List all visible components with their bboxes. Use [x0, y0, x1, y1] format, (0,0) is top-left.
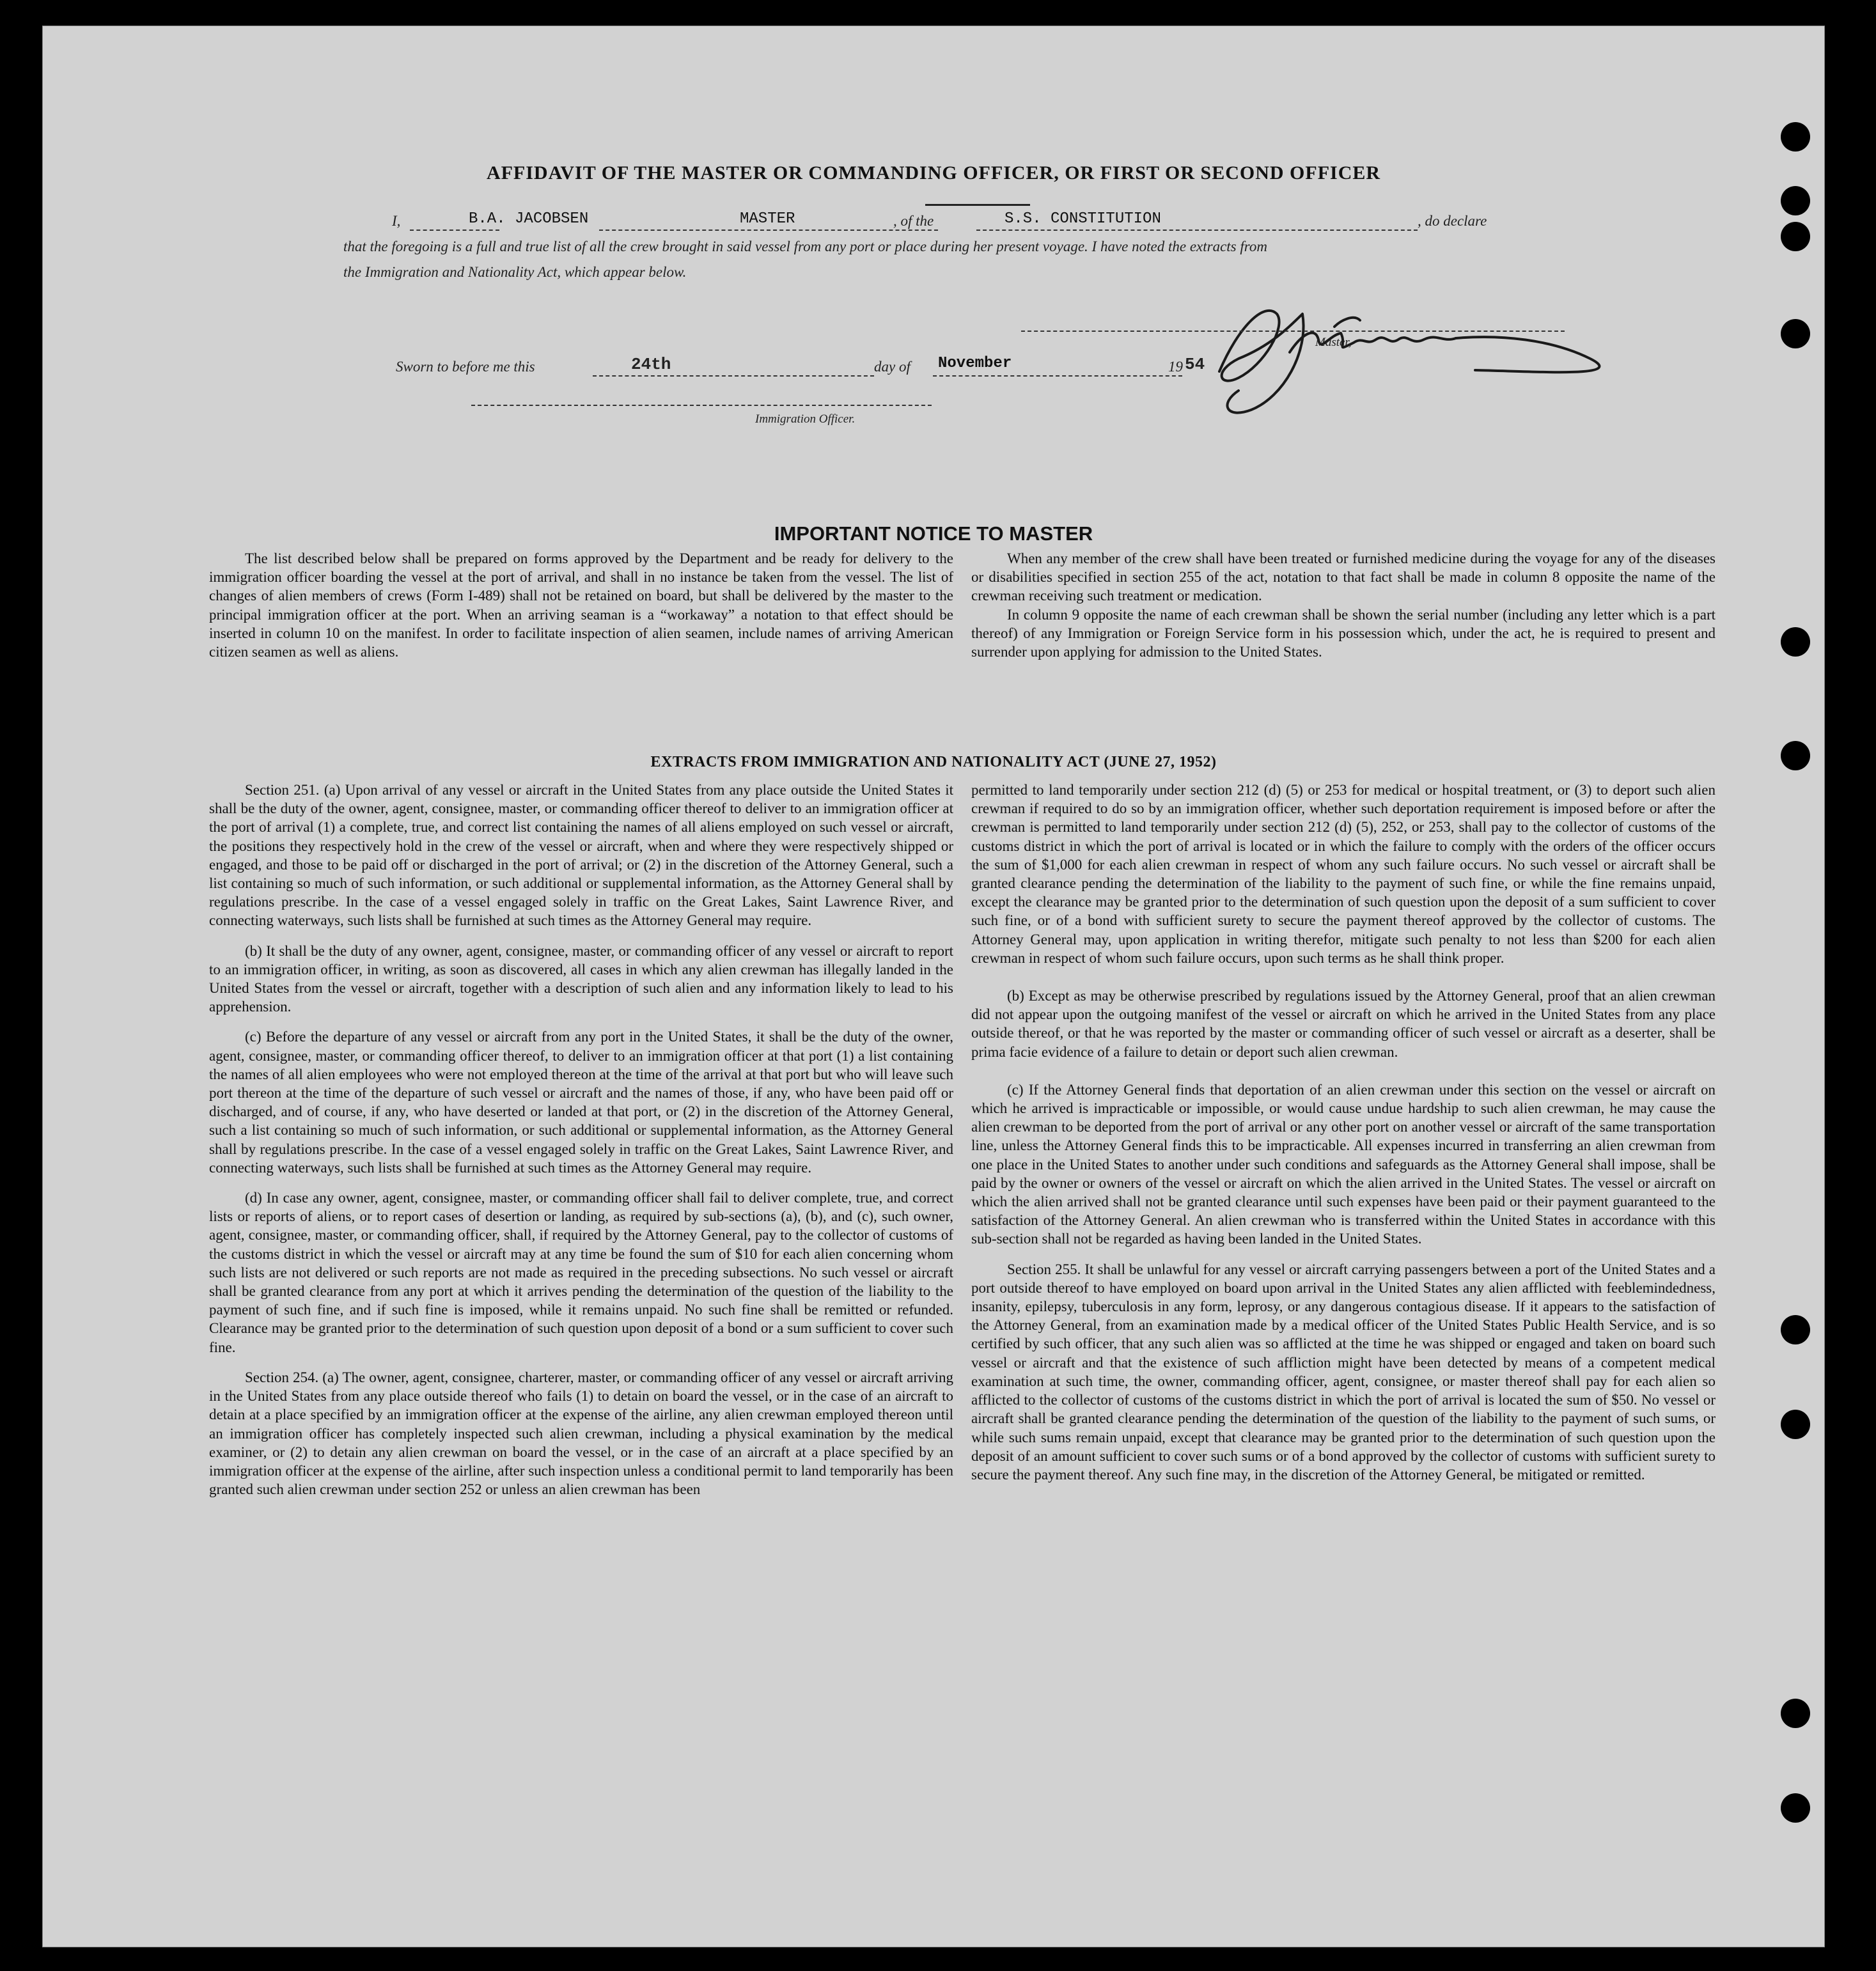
- punch-hole: [1781, 627, 1810, 657]
- extracts-right-column: [971, 781, 1716, 1484]
- fill-line: [933, 375, 1182, 377]
- affidavit-page: [42, 26, 1825, 1947]
- notice-paragraph: In column 9 opposite the name of each crewman shall be shown the serial number (including any letter which is a part thereof) of any Immigration or Foreign Service form in his possession which, under the act, he is required to present and surrender upon applying for admission to the United States.: [971, 606, 1716, 660]
- fill-line: [410, 230, 499, 231]
- extracts-title: EXTRACTS FROM IMMIGRATION AND NATIONALITY ACT (JUNE 27, 1952): [650, 754, 1217, 770]
- officer-signature-line: [471, 405, 932, 406]
- affidavit-title: AFFIDAVIT OF THE MASTER OR COMMANDING OFFICER, OR FIRST OR SECOND OFFICER: [486, 162, 1381, 183]
- notice-right-column: [971, 549, 1716, 661]
- signature-line: [1021, 331, 1565, 332]
- sworn-day: 24th: [631, 355, 671, 374]
- punch-hole: [1781, 1699, 1810, 1728]
- notice-left-column: [209, 549, 953, 661]
- master-signature: [1143, 276, 1667, 429]
- declaration-line-2: that the foregoing is a full and true list of all the crew brought in said vessel from any port or place during her present voyage. I have noted the extracts from: [343, 238, 1267, 254]
- section-251b: (b) It shall be the duty of any owner, agent, consignee, master, or commanding officer of any vessel or aircraft to report to an immigration officer, in writing, as soon as discovered, all cases in which any alien crewman has illegally landed in the United States from the vessel or aircraft, together with a description of such alien and any information likely to lead to his apprehension.: [209, 942, 953, 1015]
- punch-hole: [1781, 1410, 1810, 1439]
- section-251c: (c) Before the departure of any vessel or aircraft from any port in the United States, it shall be the duty of the owner, agent, consignee, master, or commanding officer thereof, to deliver to an immigration officer at that port (1) a list containing the names of all alien employees who were not employed thereon at the time of the arrival at that port but who will leave such port thereon at the time of the departure of such vessel or aircraft and the names of those, if any, who have been paid off or discharged, and of course, if any, who have deserted or landed at that port, or (2) in the discretion of the Attorney General, such a list containing so much of such information, or such additional or supplemental information, as the Attorney General shall by regulations prescribe. In the case of a vessel engaged solely in traffic on the Great Lakes, Saint Lawrence River, and connecting waterways, such lists shall be furnished at such times as the Attorney General may require.: [209, 1029, 953, 1176]
- fill-line: [593, 375, 874, 377]
- declaration-suffix: , do declare: [1418, 213, 1487, 229]
- punch-hole: [1781, 122, 1810, 152]
- officer-caption: Immigration Officer.: [755, 412, 856, 426]
- section-251a: Section 251. (a) Upon arrival of any vessel or aircraft in the United States from any place outside the United States it shall be the duty of the owner, agent, consignee, master, or commanding officer thereof to deliver to an immigration officer at the port of arrival (1) a complete, true, and correct list containing the names of all aliens employed on such vessel or aircraft, the positions they respectively hold in the crew of the vessel or aircraft, when and where they were respectively shipped or engaged, and those to be paid off or discharged in the port of arrival; or (2) in the discretion of the Attorney General, such a list containing so much of such information, or such additional or supplemental information, as the Attorney General shall by regulations prescribe. In the case of a vessel engaged solely in traffic on the Great Lakes, Saint Lawrence River, and connecting waterways, such lists shall be furnished at such times as the Attorney General may require.: [209, 782, 953, 929]
- notice-title: IMPORTANT NOTICE TO MASTER: [774, 522, 1093, 545]
- section-251d: (d) In case any owner, agent, consignee, master, or commanding officer shall fail to deliver complete, true, and correct lists or reports of aliens, or to report cases of desertion or landing, as required by sub-sections (a), (b), and (c), such owner, agent, consignee, master, or commanding officer, shall, if required by the Attorney General, pay to the collector of customs of the customs district in which the vessel or aircraft may at any time be found the sum of $10 for each alien concerning whom such lists are not delivered or such reports are not made as required in the preceding subsections. No such vessel or aircraft shall be granted clearance from any port at which it arrives pending the determination of the question of the liability to the payment of such fine, and if such fine is imposed, while it remains unpaid. No such fine shall be remitted or refunded. Clearance may be granted prior to the determination of such question upon deposit of a bond or a sum sufficient to cover such fine.: [209, 1190, 953, 1355]
- signature-caption: Master,: [1315, 336, 1352, 349]
- punch-hole: [1781, 222, 1810, 251]
- punch-hole: [1781, 319, 1810, 348]
- punch-hole: [1781, 741, 1810, 770]
- section-254a: Section 254. (a) The owner, agent, consignee, charterer, master, or commanding officer of any vessel or aircraft arriving in the United States from any place outside thereof who fails (1) to detain on board the vessel, or in the case of an aircraft to detain at a place specified by an immigration officer at the expense of the airline, any alien crewman employed thereon until an immigration officer has completely inspected such alien crewman, including a physical examination by the medical examiner, or (2) to detain any alien crewman on board the vessel, or in the case of an aircraft at a place specified by an immigration officer at the expense of the airline, after such inspection unless a conditional permit to land temporarily has been granted such alien crewman under section 252 or unless an alien crewman has been: [209, 1369, 953, 1498]
- section-255: Section 255. It shall be unlawful for any vessel or aircraft carrying passengers between a port of the United States and a port outside thereof to have employed on board upon arrival in the United States any alien afflicted with feeblemindedness, insanity, epilepsy, tuberculosis in any form, leprosy, or any dangerous contagious disease. If it appears to the satisfaction of the Attorney General, from an examination made by a medical officer of the United States Public Health Service, and is so certified by such officer, that any such alien was so afflicted at the time he was shipped or engaged and taken on board such vessel or aircraft and that the existence of such affliction might have been detected by means of a competent medical examination at such time, the owner, commanding officer, agent, consignee, or master thereof shall pay for each alien so afflicted to the collector of customs of the customs district in which the port of arrival is located the sum of $50. No vessel or aircraft shall be granted clearance pending the determination of the question of the liability to the payment of such sums, or while such sums remain unpaid, except that clearance may be granted prior to the determination of such question upon the deposit of an amount sufficient to cover such sums or of a bond approved by the collector of customs with sufficient surety to secure the payment thereof. Any such fine may, in the discretion of the Attorney General, be mitigated or remitted.: [971, 1261, 1716, 1483]
- sworn-prefix: Sworn to before me this: [396, 359, 535, 375]
- sworn-year-prefix: 19: [1168, 359, 1183, 375]
- declaration-of: , of the: [893, 213, 934, 229]
- section-254b: (b) Except as may be otherwise prescribed by regulations issued by the Attorney General, proof that an alien crewman did not appear upon the outgoing manifest of the vessel or aircraft on which he arrived in the United States from any place outside thereof, or that he was reported by the master or commanding officer of such vessel or aircraft as a deserter, shall be prima facie evidence of a failure to detain or deport such alien crewman.: [971, 988, 1716, 1060]
- master-name: B.A. JACOBSEN: [469, 210, 589, 228]
- section-254c: (c) If the Attorney General finds that deportation of an alien crewman under this section on the vessel or aircraft on which he arrived is impracticable or impossible, or would cause undue hardship to such alien crewman, he may cause the alien crewman to be deported from the port of arrival or any other port on another vessel or aircraft of the same transportation line, unless the Attorney General finds this to be impracticable. All expenses incurred in transferring an alien crewman from one place in the United States to another under such conditions and safeguards as the Attorney General shall impose, shall be paid by the owner or owners of the vessel or aircraft on which the alien arrived in the United States. The vessel or aircraft on which the alien arrived shall not be granted clearance until such expenses have been paid or their payment guaranteed to the satisfaction of the Attorney General. An alien crewman who is transferred within the United States in accordance with this sub-section shall not be regarded as having been landed in the United States.: [971, 1081, 1716, 1247]
- extracts-left-column: [209, 781, 953, 1499]
- title-rule: [925, 204, 1030, 206]
- declaration-line-3: the Immigration and Nationality Act, which appear below.: [343, 264, 687, 280]
- sworn-year: 54: [1185, 355, 1205, 374]
- punch-hole: [1781, 186, 1810, 215]
- declaration-prefix: I,: [392, 213, 401, 229]
- fill-line: [599, 230, 938, 231]
- master-rank: MASTER: [740, 210, 795, 228]
- vessel-name: S.S. CONSTITUTION: [1004, 210, 1161, 228]
- notice-paragraph: The list described below shall be prepared on forms approved by the Department and be ready for delivery to the immigration officer boarding the vessel at the port of arrival, and shall in no instance be taken from the vessel. The list of changes of alien members of crews (Form I-489) shall not be retained on board, but shall be delivered by the master to the principal immigration officer at the port. When an arriving seaman is a “workaway” a notation to that effect should be inserted in column 10 on the manifest. In order to facilitate inspection of alien seamen, include names of arriving American citizen seamen as well as aliens.: [209, 550, 953, 660]
- sworn-day-of: day of: [874, 359, 911, 375]
- sworn-month: November: [938, 355, 1012, 372]
- punch-hole: [1781, 1793, 1810, 1823]
- notice-paragraph: When any member of the crew shall have been treated or furnished medicine during the voyage for any of the diseases or disabilities specified in section 255 of the act, notation to that fact shall be made in column 8 opposite the name of the crewman receiving such treatment or medication.: [971, 550, 1716, 604]
- fill-line: [976, 230, 1418, 231]
- punch-hole: [1781, 1315, 1810, 1344]
- section-254a-cont: permitted to land temporarily under section 212 (d) (5) or 253 for medical or hospital treatment, or (3) to deport such alien crewman if required to do so by an immigration officer, whether such deportation requirement is imposed before or after the crewman is permitted to land temporarily under section 212 (d) (5), 252, or 253, shall pay to the collector of customs of the customs district in which the port of arrival is located or in which the failure to comply with the orders of the officer occurs the sum of $1,000 for each alien crewman in respect of whom any such failure occurs. No such vessel or aircraft shall be granted clearance pending the determination of the liability to the payment of such fine, or while the fine remains unpaid, except the clearance may be granted prior to the determination of such question upon the deposit of a sum sufficient to cover such fine, or of a bond with sufficient surety to secure the payment thereof approved by the collector of customs. The Attorney General may, upon application in writing therefor, mitigate such penalty to not less than $200 for each alien crewman in respect of whom such failure occurs, upon such terms as he shall think proper.: [971, 782, 1716, 966]
